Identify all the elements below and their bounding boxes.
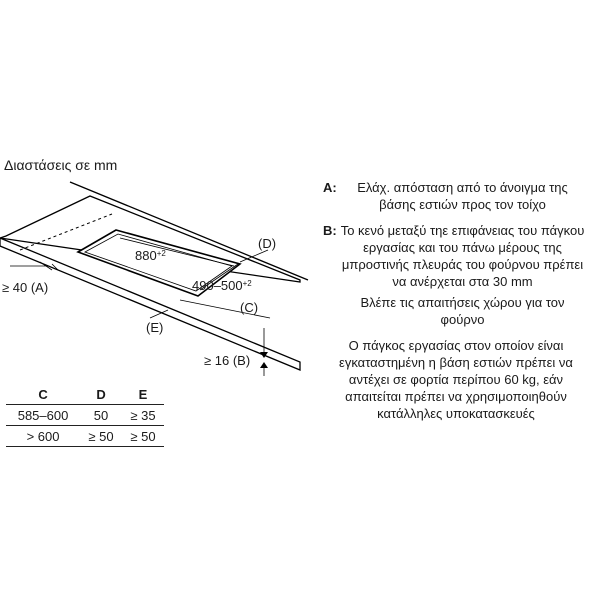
clearance-table bbox=[6, 384, 164, 447]
note-A: A: Ελάχ. απόσταση από το άνοιγμα της βάσης εστιών προς τον τοίχο bbox=[323, 180, 568, 212]
table-header-E: E bbox=[122, 384, 164, 405]
label-D: (D) bbox=[258, 236, 277, 251]
label-E: (E) bbox=[146, 320, 164, 335]
dim-ge16-label: ≥ 16 (B) bbox=[204, 353, 251, 368]
dim-B-arrow-head-2 bbox=[260, 362, 268, 368]
table-header-D: D bbox=[80, 384, 122, 405]
dim-depth-label: $490-500^{+2}$ bbox=[192, 278, 252, 293]
table-header-C: C bbox=[6, 384, 80, 405]
note-B: B: Το κενό μεταξύ τηε επιφάνειας του πάγκου εργασίας και του πάνω μέρους της μπροστινής πλευράς του φούρνου πρέπει να ανέρχεται στα 30 mm bbox=[323, 223, 585, 289]
drawing-title: Διαστάσεις σε mm bbox=[4, 157, 118, 173]
note-oven: Βλέπε τις απαιτήσεις χώρου για τον φούρνο bbox=[360, 295, 565, 327]
dim-880-label: $880^{+2}$ bbox=[135, 248, 166, 263]
note-worktop: Ο πάγκος εργασίας στον οποίον είναι εγκαταστημένη η βάση εστιών πρέπει να αντέχει σε φορτία περίπου 60 kg, εάν απαιτείται πρέπει να χρησιμοποιηθούν κατάλληλες υποκατασκευές bbox=[339, 338, 573, 421]
table-row: > 600 ≥ 50 ≥ 50 bbox=[6, 426, 164, 447]
dim-ge40-label: ≥ 40 (A) bbox=[2, 280, 49, 295]
label-C: (C) bbox=[240, 300, 259, 315]
table-row: 585–600 50 ≥ 35 bbox=[6, 405, 164, 426]
